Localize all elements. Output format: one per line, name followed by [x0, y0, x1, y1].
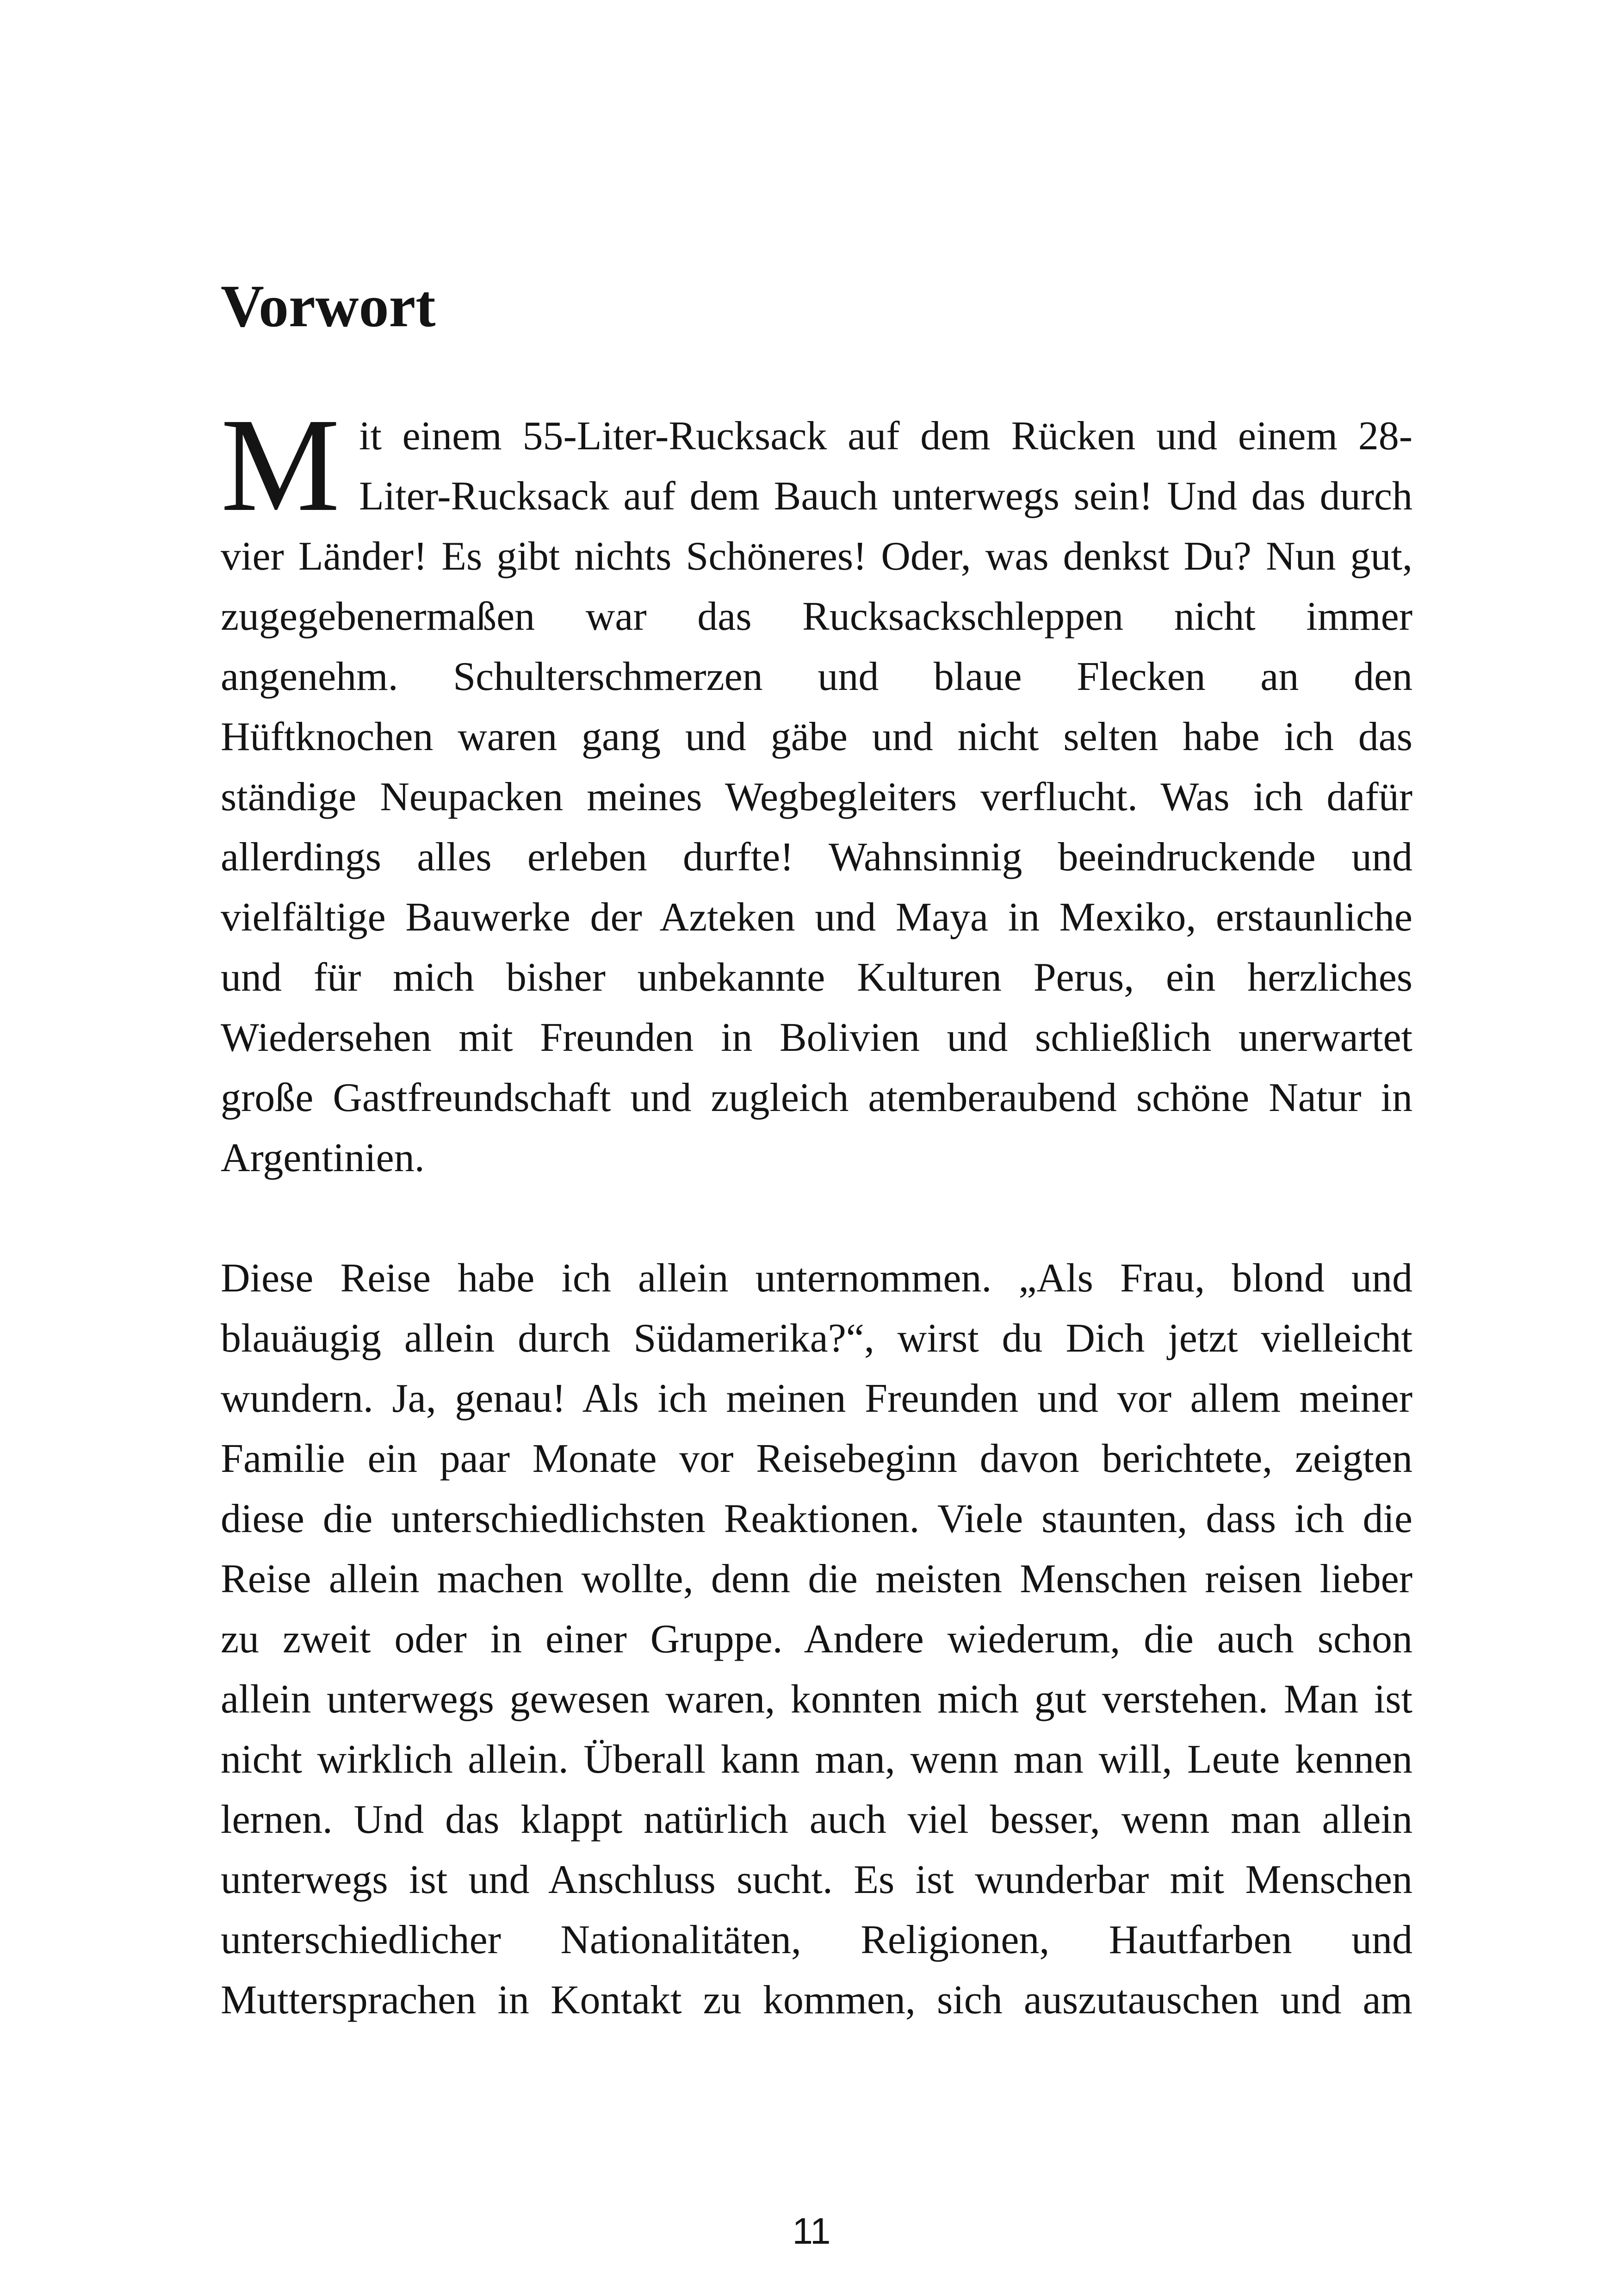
text-line: Reise allein machen wollte, denn die meisten Menschen reisen lieber [221, 1557, 1412, 1601]
text-line: unterwegs ist und Anschluss sucht. Es ist wunderbar mit Menschen [221, 1857, 1412, 1902]
text-line: Wiedersehen mit Freunden in Bolivien und schließlich unerwartet [221, 1015, 1412, 1060]
text-line: Liter-Rucksack auf dem Bauch unterwegs sein! Und das durch [359, 474, 1412, 519]
text-line: diese die unterschiedlichsten Reaktionen. Viele staunten, dass ich die [221, 1496, 1412, 1541]
text-line: ständige Neupacken meines Wegbegleiters verflucht. Was ich dafür [221, 775, 1412, 819]
text-line: allein unterwegs gewesen waren, konnten mich gut verstehen. Man ist [221, 1677, 1412, 1722]
text-line: Familie ein paar Monate vor Reisebeginn davon berichtete, zeigten [221, 1436, 1412, 1481]
chapter-heading: Vorwort [221, 273, 436, 340]
text-line: große Gastfreundschaft und zugleich atemberaubend schöne Natur in [221, 1075, 1412, 1120]
paragraph [221, 406, 1412, 1188]
text-line: Muttersprachen in Kontakt zu kommen, sich auszutauschen und am [221, 1978, 1412, 2023]
text-line: und für mich bisher unbekannte Kulturen Perus, ein herzliches [221, 955, 1412, 1000]
text-line: wundern. Ja, genau! Als ich meinen Freunden und vor allem meiner [221, 1376, 1412, 1421]
text-line: nicht wirklich allein. Überall kann man, wenn man will, Leute kennen [221, 1737, 1412, 1782]
text-line: blauäugig allein durch Südamerika?“, wirst du Dich jetzt vielleicht [221, 1316, 1412, 1361]
text-line: allerdings alles erleben durfte! Wahnsinnig beeindruckende und [221, 835, 1412, 880]
text-line: vier Länder! Es gibt nichts Schöneres! Oder, was denkst Du? Nun gut, [221, 534, 1412, 579]
text-line: lernen. Und das klappt natürlich auch viel besser, wenn man allein [221, 1797, 1412, 1842]
text-line: vielfältige Bauwerke der Azteken und Maya in Mexiko, erstaunliche [221, 895, 1412, 940]
text-line: it einem 55-Liter-Rucksack auf dem Rücken und einem 28- [359, 414, 1412, 459]
text-line: unterschiedlicher Nationalitäten, Religionen, Hautfarben und [221, 1917, 1412, 1962]
text-line: angenehm. Schulterschmerzen und blaue Flecken an den [221, 654, 1412, 699]
text-line: Hüftknochen waren gang und gäbe und nicht selten habe ich das [221, 714, 1412, 759]
drop-cap: M [221, 391, 340, 539]
text-line: zu zweit oder in einer Gruppe. Andere wiederum, die auch schon [221, 1617, 1412, 1662]
text-line: Diese Reise habe ich allein unternommen. „Als Frau, blond und [221, 1256, 1412, 1301]
text-line: zugegebenermaßen war das Rucksackschleppen nicht immer [221, 594, 1412, 639]
page-number: 11 [792, 2210, 831, 2252]
text-line: Argentinien. [221, 1136, 425, 1180]
paragraph [221, 1248, 1412, 2030]
